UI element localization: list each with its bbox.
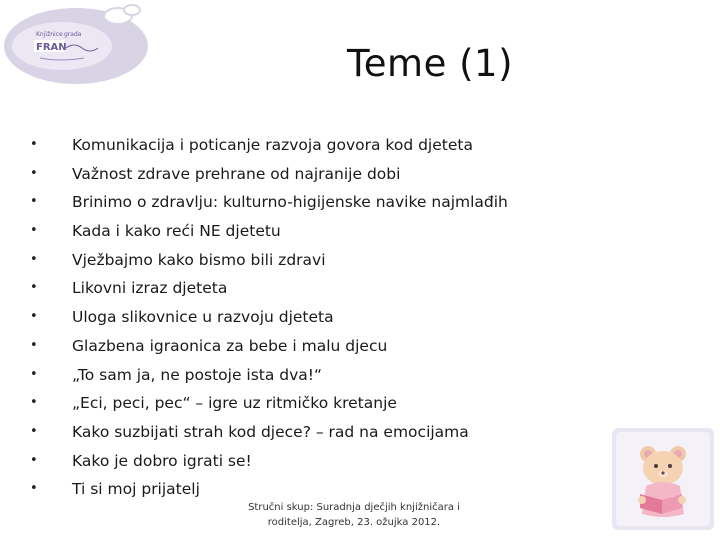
item-text: Vježbajmo kako bismo bili zdravi [72, 250, 326, 269]
teddy-bear-illustration [612, 428, 714, 530]
bullet-dot-icon: • [30, 481, 38, 497]
item-text: Likovni izraz djeteta [72, 279, 228, 298]
list-item [30, 418, 508, 447]
topic-list [30, 131, 508, 504]
bullet-dot-icon: • [30, 280, 38, 296]
list-item [30, 131, 508, 160]
list-item [30, 361, 508, 390]
item-text: Glazbena igraonica za bebe i malu djecu [72, 336, 388, 355]
list-item [30, 447, 508, 476]
bullet-dot-icon: • [30, 366, 38, 382]
list-item [30, 188, 508, 217]
item-text: „Eci, peci, pec“ – igre uz ritmičko kretanje [72, 394, 397, 413]
bullet-dot-icon: • [30, 137, 38, 152]
footer-line2: roditelja, Zagreb, 23. ožujka 2012. [267, 517, 441, 528]
bullet-dot-icon: • [30, 223, 38, 239]
slide-title: Teme (1) [346, 42, 514, 85]
item-text: Komunikacija i poticanje razvoja govora kod djeteta [72, 136, 473, 154]
logo-brand: FRAN [36, 42, 67, 53]
bullet-dot-icon: • [30, 452, 38, 468]
item-text: Važnost zdrave prehrane od najranije dobi [72, 164, 401, 183]
item-text: Kako je dobro igrati se! [72, 451, 252, 470]
item-text: Brinimo o zdravlju: kulturno-higijenske navike najmlađih [72, 193, 508, 212]
item-text: „To sam ja, ne postoje ista dva!“ [72, 365, 323, 384]
bullet-dot-icon: • [30, 251, 38, 267]
bullet-dot-icon: • [30, 423, 38, 439]
slide-footer [248, 500, 460, 530]
footer-line1: Stručni skup: Suradnja dječjih knjižničara i [248, 502, 460, 513]
item-text: Kako suzbijati strah kod djece? – rad na emocijama [72, 422, 469, 441]
item-text: Ti si moj prijatelj [72, 480, 200, 499]
bullet-dot-icon: • [30, 337, 38, 353]
item-text: Uloga slikovnice u razvoju djeteta [72, 308, 334, 327]
logo-line2: grada [64, 31, 82, 38]
bullet-dot-icon: • [30, 309, 38, 325]
list-item [30, 217, 508, 246]
list-item [30, 160, 508, 189]
bullet-dot-icon: • [30, 165, 38, 181]
list-item [30, 246, 508, 275]
logo-line1: Knjižnice [36, 31, 63, 38]
list-item [30, 332, 508, 361]
bullet-dot-icon: • [30, 395, 38, 411]
list-item [30, 303, 508, 332]
item-text: Kada i kako reći NE djetetu [72, 222, 281, 241]
list-item [30, 389, 508, 418]
list-item [30, 274, 508, 303]
bullet-dot-icon: • [30, 194, 38, 210]
